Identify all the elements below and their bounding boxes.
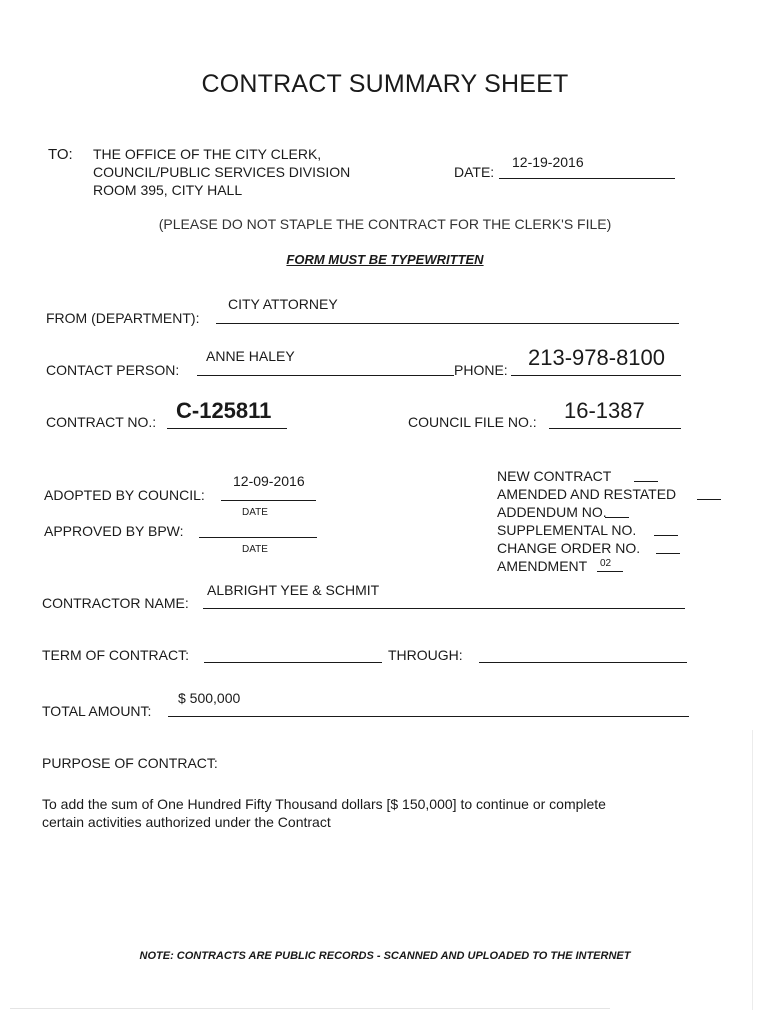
contractor-value: ALBRIGHT YEE & SCHMIT — [207, 582, 380, 598]
type-addendum-line — [605, 517, 629, 518]
contract-no-line — [167, 428, 287, 429]
date-line — [499, 178, 675, 179]
type-amendment: AMENDMENT — [497, 558, 588, 574]
purpose-line-1: To add the sum of One Hundred Fifty Thousand dollars [$ 150,000] to continue or complete — [42, 796, 606, 812]
to-line-3: ROOM 395, CITY HALL — [93, 182, 243, 198]
total-label: TOTAL AMOUNT: — [42, 703, 152, 719]
type-amended-restated: AMENDED AND RESTATED — [497, 486, 677, 502]
type-change-order: CHANGE ORDER NO. — [497, 540, 641, 556]
total-value: $ 500,000 — [178, 690, 241, 706]
phone-line — [511, 375, 681, 376]
to-line-1: THE OFFICE OF THE CITY CLERK, — [93, 146, 322, 162]
term-end-line — [479, 662, 687, 663]
adopted-label: ADOPTED BY COUNCIL: — [44, 487, 205, 503]
page-title: CONTRACT SUMMARY SHEET — [201, 70, 569, 98]
phone-value: 213-978-8100 — [528, 345, 666, 370]
from-line — [216, 323, 679, 324]
public-records-note: NOTE: CONTRACTS ARE PUBLIC RECORDS - SCANNED AND UPLOADED TO THE INTERNET — [139, 950, 631, 962]
scan-artifact — [10, 1008, 610, 1009]
adopted-date-caption: DATE — [242, 507, 268, 518]
scan-edge-artifact — [752, 730, 753, 1010]
contact-line — [197, 375, 454, 376]
type-amendment-line — [597, 571, 623, 572]
council-file-line — [549, 428, 681, 429]
council-file-label: COUNCIL FILE NO.: — [408, 414, 537, 430]
type-supplemental: SUPPLEMENTAL NO. — [497, 522, 637, 538]
from-value: CITY ATTORNEY — [228, 296, 338, 312]
from-label: FROM (DEPARTMENT): — [46, 310, 200, 326]
to-label: TO: — [48, 146, 73, 163]
approved-date-caption: DATE — [242, 544, 268, 555]
contractor-line — [203, 608, 685, 609]
typewritten-notice: FORM MUST BE TYPEWRITTEN — [286, 252, 484, 267]
purpose-line-2: certain activities authorized under the Contract — [42, 814, 331, 830]
staple-notice: (PLEASE DO NOT STAPLE THE CONTRACT FOR THE CLERK'S FILE) — [158, 216, 612, 232]
contractor-label: CONTRACTOR NAME: — [42, 595, 189, 611]
council-file-value: 16-1387 — [564, 398, 645, 423]
term-start-line — [204, 662, 382, 663]
date-value: 12-19-2016 — [512, 154, 584, 170]
contract-no-value: C-125811 — [176, 398, 272, 423]
contact-label: CONTACT PERSON: — [46, 362, 180, 378]
date-label: DATE: — [454, 164, 495, 180]
type-change-order-line — [656, 553, 680, 554]
total-line — [168, 716, 689, 717]
type-amendment-value: 02 — [600, 558, 612, 569]
type-new-contract: NEW CONTRACT — [497, 468, 612, 484]
approved-line — [199, 537, 317, 538]
through-label: THROUGH: — [388, 647, 463, 663]
phone-label: PHONE: — [454, 362, 508, 378]
adopted-value: 12-09-2016 — [233, 473, 305, 489]
purpose-label: PURPOSE OF CONTRACT: — [42, 755, 218, 771]
to-line-2: COUNCIL/PUBLIC SERVICES DIVISION — [93, 164, 351, 180]
term-label: TERM OF CONTRACT: — [42, 647, 189, 663]
approved-label: APPROVED BY BPW: — [44, 523, 184, 539]
type-new-contract-line — [634, 481, 658, 482]
contact-value: ANNE HALEY — [206, 348, 295, 364]
type-supplemental-line — [654, 535, 678, 536]
type-amended-line — [697, 499, 721, 500]
contract-no-label: CONTRACT NO.: — [46, 414, 157, 430]
type-addendum: ADDENDUM NO. — [497, 504, 607, 520]
adopted-line — [221, 500, 316, 501]
